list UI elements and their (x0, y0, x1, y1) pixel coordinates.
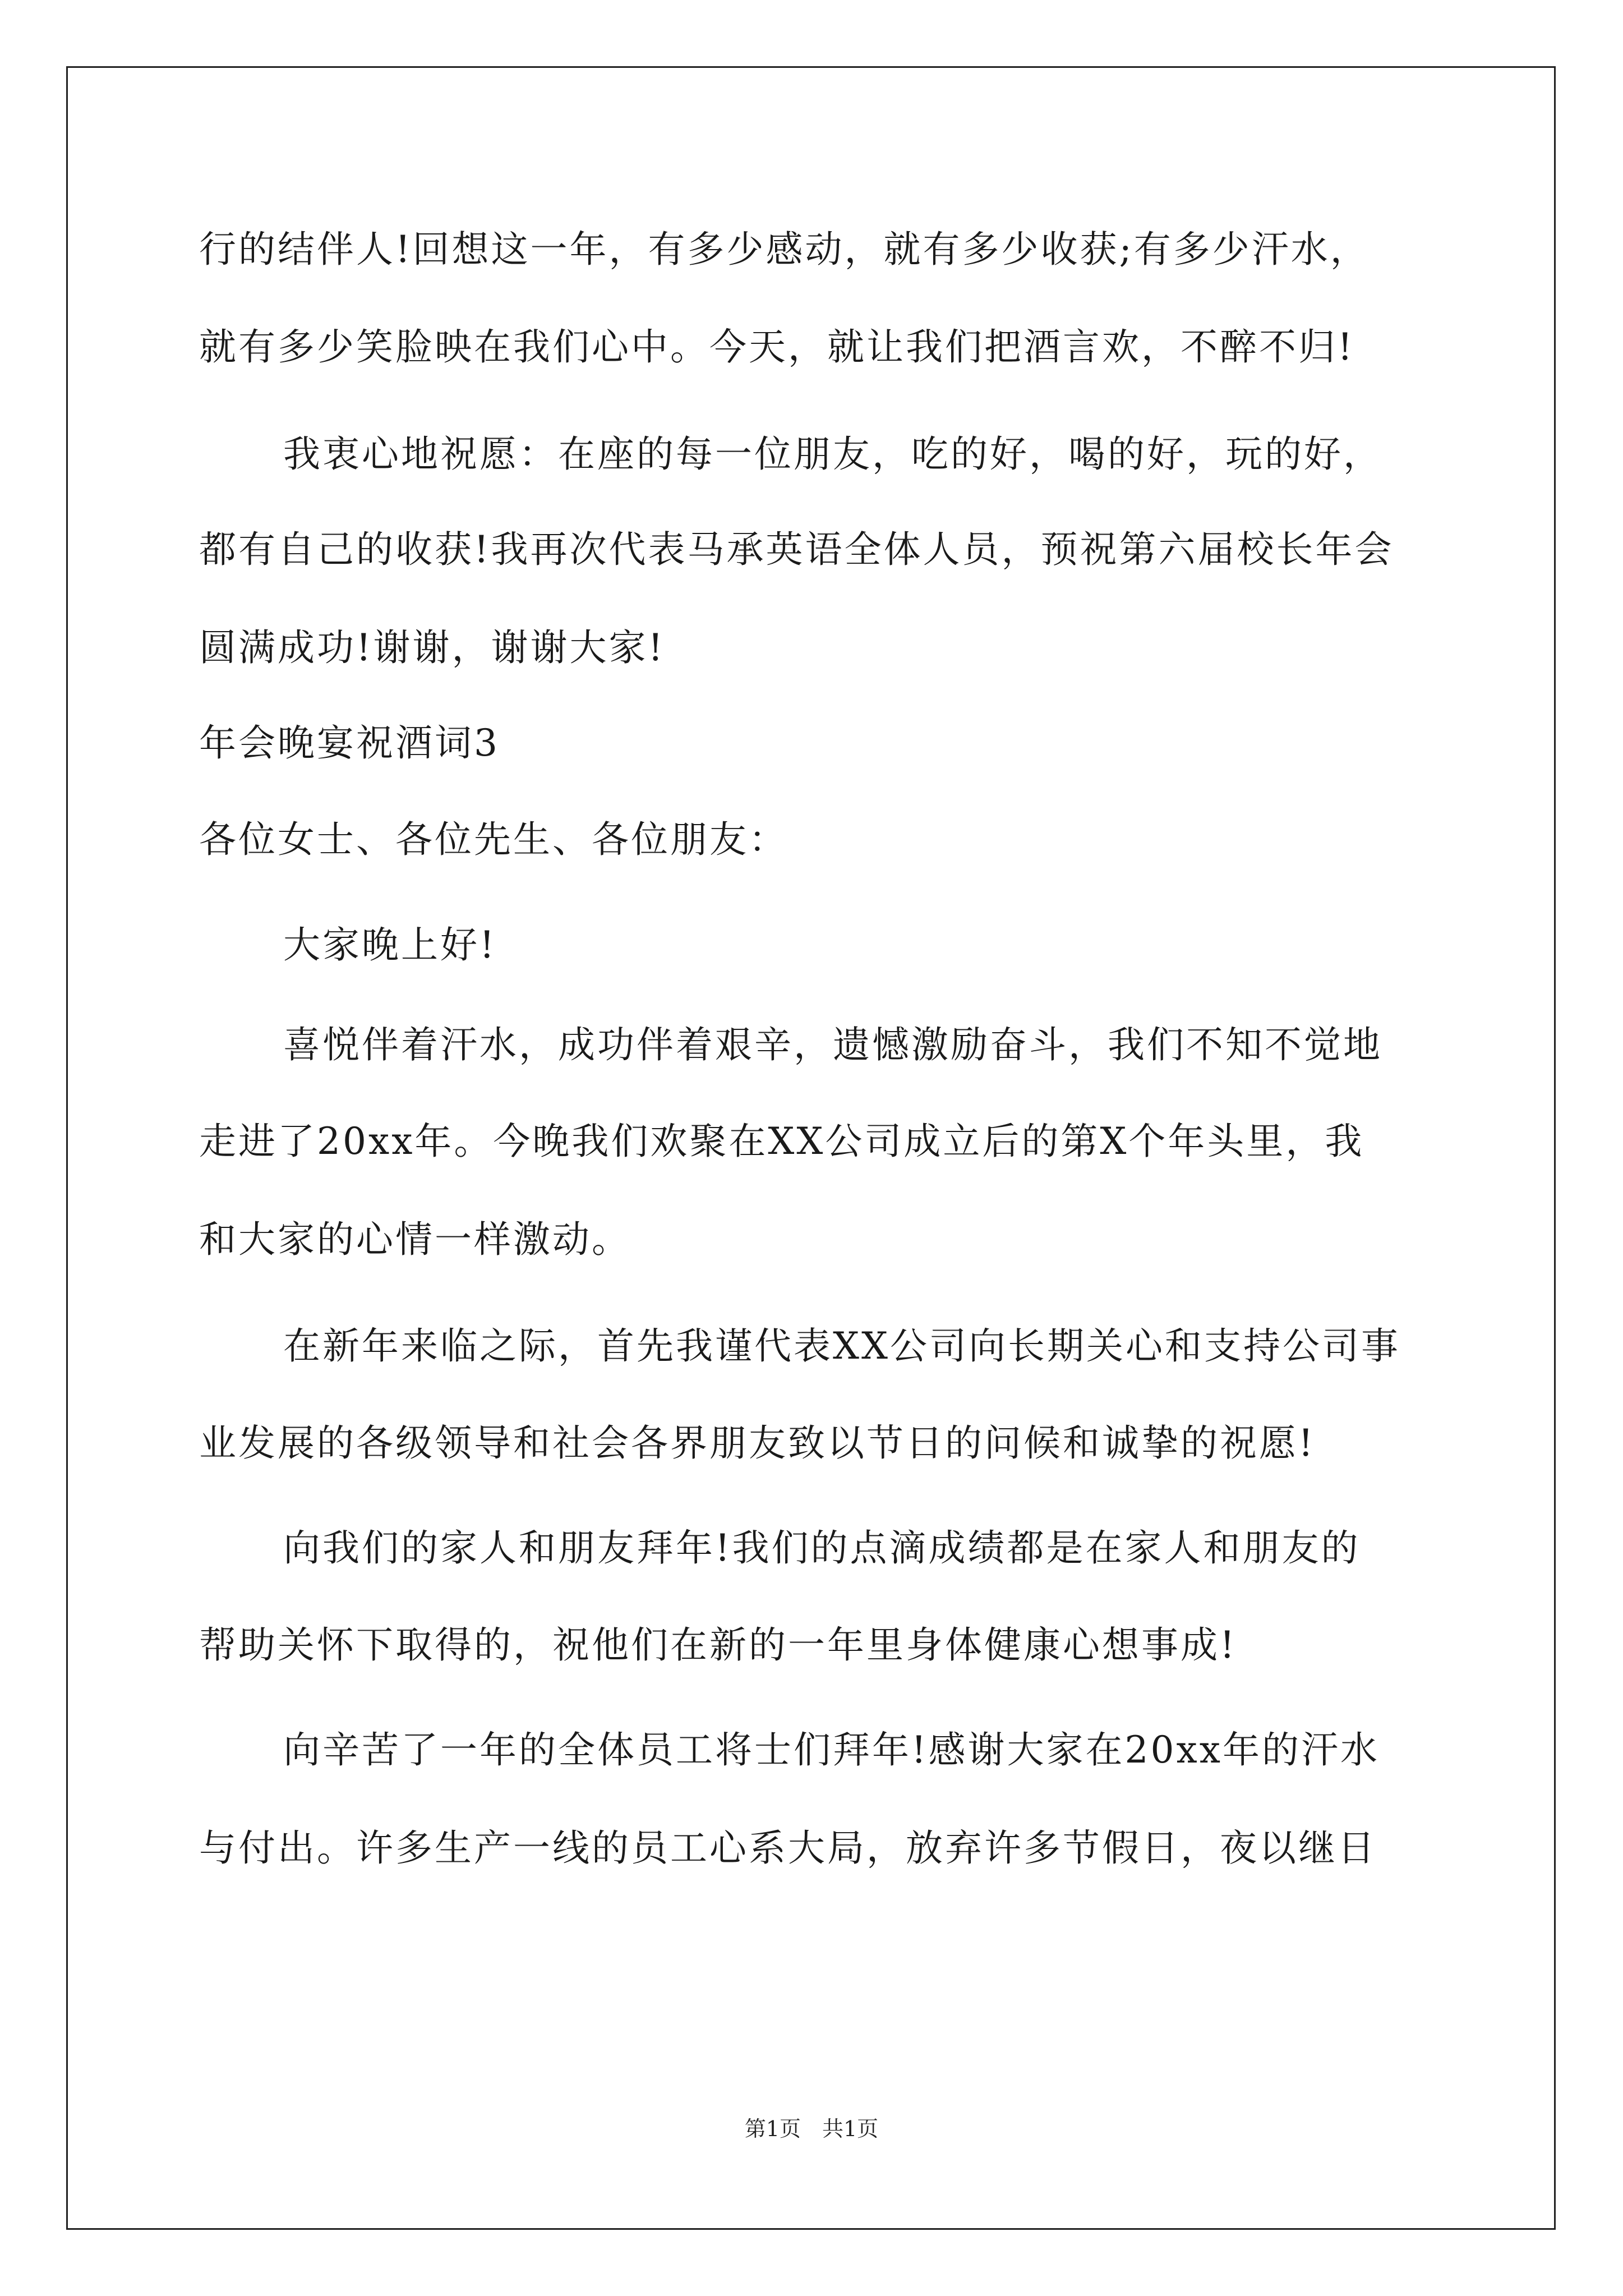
section-heading: 年会晚宴祝酒词3 (199, 721, 500, 765)
page-number: 第1页 共1页 (744, 2116, 879, 2141)
text-line: 喜悦伴着汗水，成功伴着艰辛，遗憾激励奋斗，我们不知不觉地 (283, 1023, 1382, 1066)
text-line: 与付出。许多生产一线的员工心系大局，放弃许多节假日，夜以继日 (199, 1826, 1377, 1870)
salutation: 各位女士、各位先生、各位朋友： (199, 818, 788, 861)
text-line: 大家晚上好! (283, 923, 497, 967)
text-line: 向我们的家人和朋友拜年!我们的点滴成绩都是在家人和朋友的 (283, 1526, 1361, 1570)
text-line: 圆满成功!谢谢，谢谢大家! (199, 626, 666, 669)
text-line: 在新年来临之际，首先我谨代表XX公司向长期关心和支持公司事 (283, 1324, 1400, 1368)
text-line: 走进了20xx年。今晚我们欢聚在XX公司成立后的第X个年头里，我 (199, 1120, 1364, 1163)
text-line: 都有自己的收获!我再次代表马承英语全体人员，预祝第六届校长年会 (199, 528, 1394, 571)
text-line: 业发展的各级领导和社会各界朋友致以节日的问候和诚挚的祝愿! (199, 1421, 1316, 1465)
text-line: 就有多少笑脸映在我们心中。今天，就让我们把酒言欢，不醉不归! (199, 325, 1355, 369)
text-line: 帮助关怀下取得的，祝他们在新的一年里身体健康心想事成! (199, 1623, 1237, 1667)
text-line: 我衷心地祝愿：在座的每一位朋友，吃的好，喝的好，玩的好， (283, 432, 1382, 476)
text-line: 和大家的心情一样激动。 (199, 1218, 631, 1261)
text-line: 行的结伴人!回想这一年，有多少感动，就有多少收获;有多少汗水， (199, 228, 1370, 271)
text-line: 向辛苦了一年的全体员工将士们拜年!感谢大家在20xx年的汗水 (283, 1728, 1380, 1772)
